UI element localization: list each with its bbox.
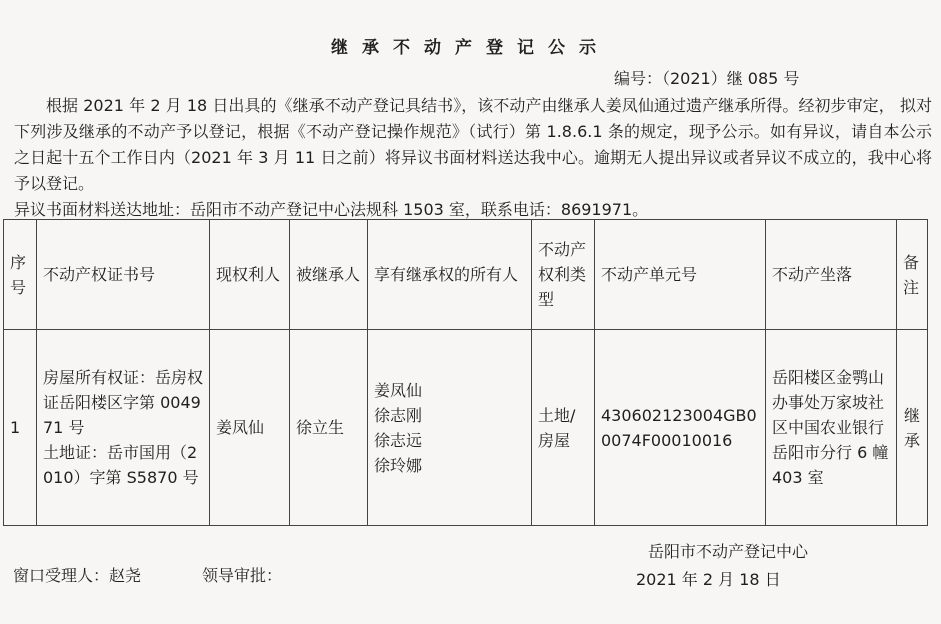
- notice-text: 根据 2021 年 2 月 18 日出具的《继承不动产登记具结书》，该不动产由继承人姜凤仙通过遗产继承所得。经初步审定， 拟对下列涉及继承的不动产予以登记，根据《不动产登记操作规范》（试行）第 1.8.6.1 条的规定，现予公示。如有异议，请自本公示之日起十五个工作日内（2021 年 3 月 11 日之前）将异议书面材料送达我中心。逾期无人提出异议或者异议不成立的，我中心将予以登记。: [14, 96, 932, 193]
- cell-decedent: 徐立生: [290, 330, 368, 526]
- leader-approval: 领导审批：: [202, 566, 283, 585]
- cell-remark: 继承: [897, 330, 928, 526]
- header-decedent: 被继承人: [290, 220, 368, 330]
- header-remark: 备注: [897, 220, 928, 330]
- property-table: [3, 219, 928, 526]
- heir-name: 徐玲娜: [374, 455, 423, 475]
- header-owner: 现权利人: [210, 220, 290, 330]
- table-header-row: [4, 220, 928, 330]
- window-clerk: 窗口受理人：赵尧: [13, 566, 142, 585]
- notice-body: [14, 93, 932, 223]
- header-heirs: 享有继承权的所有人: [368, 220, 532, 330]
- heir-name: 徐志远: [374, 430, 423, 450]
- page-title: 继承不动产登记公示: [331, 38, 610, 58]
- issuing-organization: 岳阳市不动产登记中心: [648, 542, 809, 561]
- issue-date: 2021 年 2 月 18 日: [636, 570, 781, 589]
- cell-right-type: 土地/房屋: [532, 330, 595, 526]
- house-cert: 房屋所有权证：岳房权证岳阳楼区字第 004971 号: [43, 368, 204, 437]
- cell-heirs: [368, 330, 532, 526]
- cell-seq: 1: [4, 330, 37, 526]
- table-row: [4, 330, 928, 526]
- cell-location: 岳阳楼区金鹗山办事处万家坡社区中国农业银行岳阳市分行 6 幢 403 室: [766, 330, 897, 526]
- document-number: 编号：（2021）继 085 号: [614, 69, 800, 88]
- header-cert: 不动产权证书号: [37, 220, 210, 330]
- header-location: 不动产坐落: [766, 220, 897, 330]
- land-cert: 土地证：岳市国用（2010）字第 S5870 号: [43, 443, 199, 487]
- cell-owner: 姜凤仙: [210, 330, 290, 526]
- cell-cert: [37, 330, 210, 526]
- header-unit-no: 不动产单元号: [595, 220, 766, 330]
- cell-unit-no: 430602123004GB00074F00010016: [595, 330, 766, 526]
- heir-name: 徐志刚: [374, 405, 423, 425]
- header-seq: 序号: [4, 220, 37, 330]
- header-right-type: 不动产权利类型: [532, 220, 595, 330]
- heir-name: 姜凤仙: [374, 380, 423, 400]
- objection-address: 异议书面材料送达地址：岳阳市不动产登记中心法规科 1503 室，联系电话：8691971。: [14, 200, 649, 219]
